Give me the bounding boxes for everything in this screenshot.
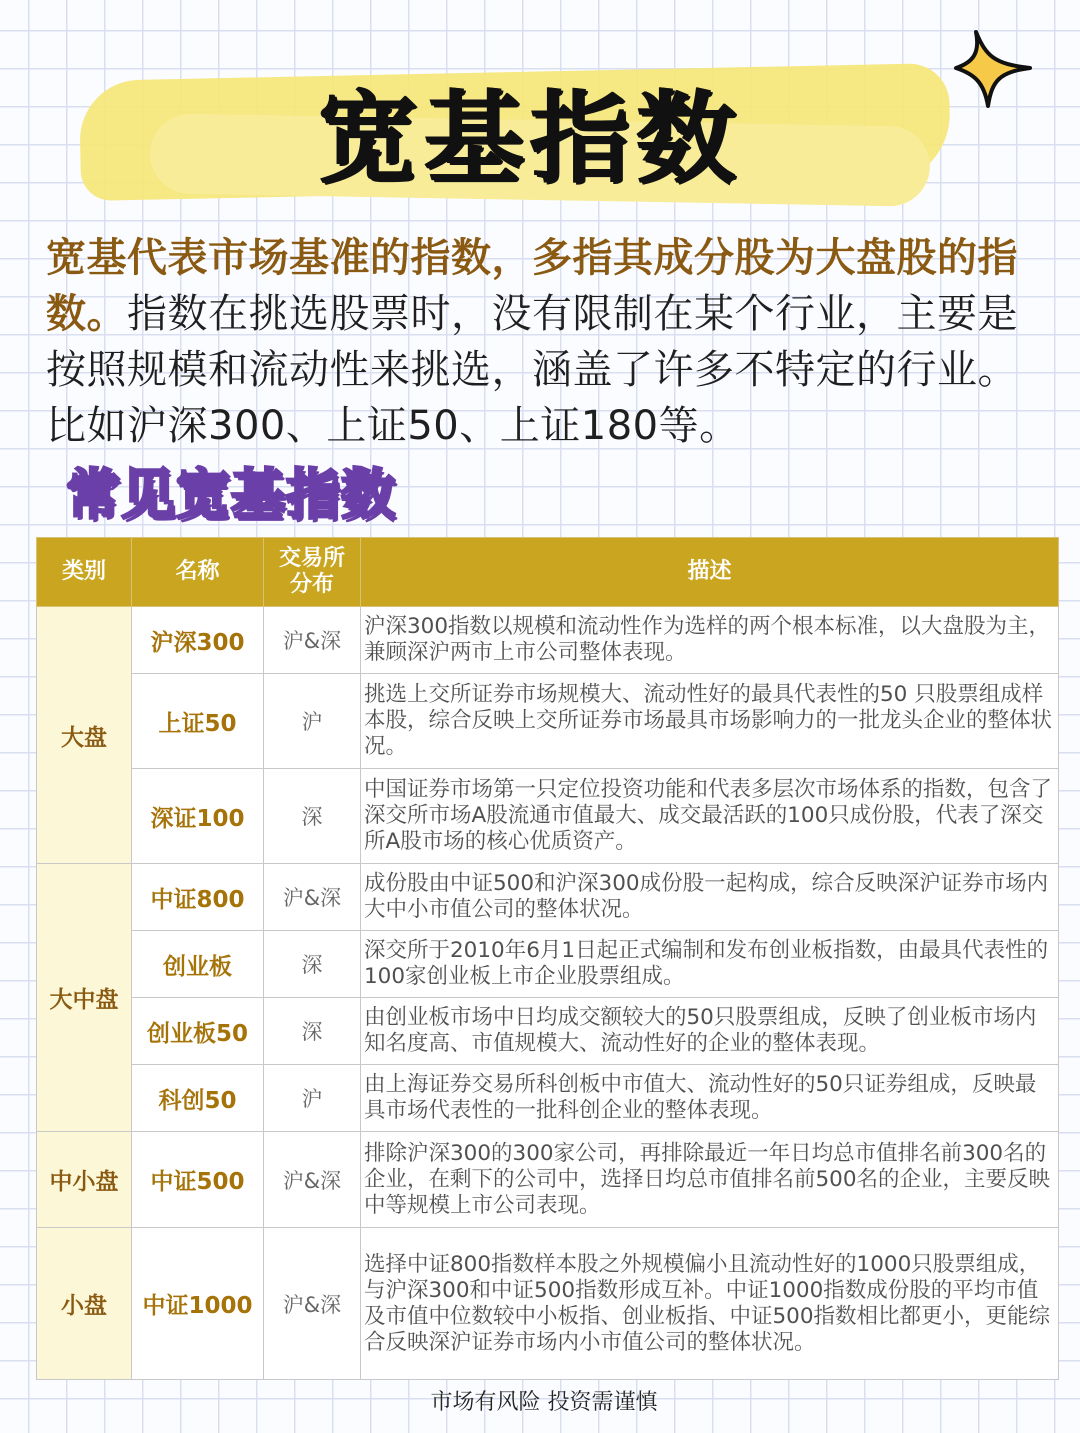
index-description: 由上海证券交易所科创板中市值大、流动性好的50只证券组成，反映最具市场代表性的一批科创企业的整体表现。 — [361, 1065, 1059, 1132]
table-row — [37, 1065, 1059, 1132]
index-name: 中证800 — [132, 864, 264, 931]
index-description: 深交所于2010年6月1日起正式编制和发布创业板指数，由最具代表性的100家创业板上市企业股票组成。 — [361, 931, 1059, 998]
header-exchange-line2: 分布 — [289, 572, 334, 597]
index-name: 上证50 — [132, 674, 264, 769]
index-exchange: 深 — [264, 931, 361, 998]
header-exchange-line1: 交易所 — [278, 546, 345, 571]
index-exchange: 沪 — [264, 674, 361, 769]
index-exchange: 沪&深 — [264, 607, 361, 674]
index-description: 由创业板市场中日均成交额较大的50只股票组成，反映了创业板市场内知名度高、市值规模大、流动性好的企业的整体表现。 — [361, 998, 1059, 1065]
table-row — [37, 864, 1059, 931]
index-name: 科创50 — [132, 1065, 264, 1132]
header-description: 描述 — [361, 538, 1059, 607]
index-description: 选择中证800指数样本股之外规模偏小且流动性好的1000只股票组成，与沪深300和中证500指数形成互补。中证1000指数成份股的平均市值及市值中位数较中小板指、创业板指、中证500指数相比都更小，更能综合反映深沪证券市场内小市值公司的整体状况。 — [361, 1228, 1059, 1380]
header-name: 名称 — [132, 538, 264, 607]
table-row — [37, 998, 1059, 1065]
category-cell: 大盘 — [37, 607, 132, 864]
table-row — [37, 607, 1059, 674]
table-row — [37, 931, 1059, 998]
table-row — [37, 1132, 1059, 1228]
table-row — [37, 1228, 1059, 1380]
index-name: 沪深300 — [132, 607, 264, 674]
index-exchange: 深 — [264, 998, 361, 1065]
index-name: 创业板50 — [132, 998, 264, 1065]
category-cell: 中小盘 — [37, 1132, 132, 1228]
intro-paragraph — [46, 230, 1056, 454]
section-subtitle: 常见宽基指数 — [66, 463, 396, 526]
index-description: 沪深300指数以规模和流动性作为选样的两个根本标准，以大盘股为主，兼顾深沪两市上市公司整体表现。 — [361, 607, 1059, 674]
index-exchange: 沪&深 — [264, 1132, 361, 1228]
index-name: 深证100 — [132, 769, 264, 864]
category-cell: 大中盘 — [37, 864, 132, 1132]
index-description: 挑选上交所证券市场规模大、流动性好的最具代表性的50 只股票组成样本股，综合反映上交所证券市场最具市场影响力的一批龙头企业的整体状况。 — [361, 674, 1059, 769]
index-exchange: 沪&深 — [264, 864, 361, 931]
category-cell: 小盘 — [37, 1228, 132, 1380]
index-description: 排除沪深300的300家公司，再排除最近一年日均总市值排名前300名的企业，在剩下的公司中，选择日均总市值排名前500名的企业，主要反映中等规模上市公司表现。 — [361, 1132, 1059, 1228]
index-exchange: 沪&深 — [264, 1228, 361, 1380]
index-exchange: 沪 — [264, 1065, 361, 1132]
index-description: 成份股由中证500和沪深300成份股一起构成，综合反映深沪证券市场内大中小市值公司的整体状况。 — [361, 864, 1059, 931]
page-title: 宽基指数 — [318, 80, 742, 197]
index-table — [36, 537, 1059, 1380]
index-name: 创业板 — [132, 931, 264, 998]
table-row — [37, 674, 1059, 769]
index-exchange: 深 — [264, 769, 361, 864]
header-exchange — [264, 538, 361, 607]
intro-body: 指数在挑选股票时，没有限制在某个行业，主要是按照规模和流动性来挑选，涵盖了许多不特定的行业。比如沪深300、上证50、上证180等。 — [46, 291, 1018, 449]
header-category: 类别 — [37, 538, 132, 607]
table-row — [37, 769, 1059, 864]
sparkle-icon — [952, 26, 1036, 110]
risk-disclaimer: 市场有风险 投资需谨慎 — [430, 1390, 658, 1415]
index-name: 中证1000 — [132, 1228, 264, 1380]
table-header-row — [37, 538, 1059, 607]
index-description: 中国证券市场第一只定位投资功能和代表多层次市场体系的指数，包含了深交所市场A股流通市值最大、成交最活跃的100只成份股，代表了深交所A股市场的核心优质资产。 — [361, 769, 1059, 864]
index-name: 中证500 — [132, 1132, 264, 1228]
intro-highlight: 宽基代表市场基准的指数，多指其成分股为大盘股的指数。 — [46, 235, 1018, 337]
